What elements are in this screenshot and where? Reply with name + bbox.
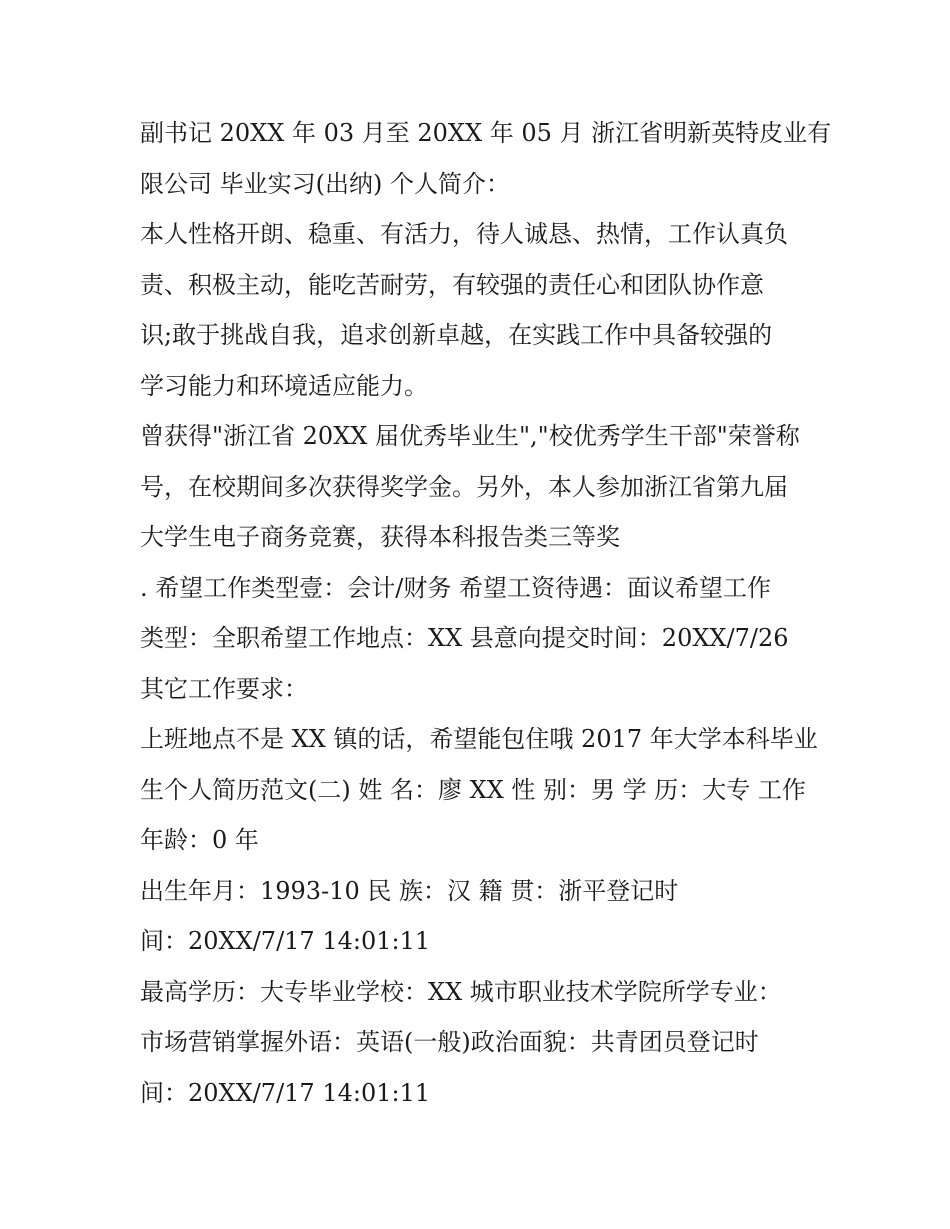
text-line-8: 号，在校期间多次获得奖学金。另外，本人参加浙江省第九届 [140, 472, 788, 501]
text-line-13: 上班地点不是 XX 镇的话，希望能包住哦 2017 年大学本科毕业 [140, 725, 818, 753]
text-line-1: 副书记 20XX 年 03 月至 20XX 年 05 月 浙江省明新英特皮业有 [140, 119, 832, 147]
text-line-11: 类型：全职希望工作地点：XX 县意向提交时间：20XX/7/26 [140, 624, 789, 652]
text-line-15: 年龄：0 年 [140, 826, 259, 854]
text-line-12: 其它工作要求： [140, 674, 308, 703]
text-line-19: 市场营销掌握外语：英语(一般)政治面貌：共青团员登记时 [140, 1028, 759, 1056]
text-line-2: 限公司 毕业实习(出纳) 个人简介： [140, 169, 510, 198]
text-line-14: 生个人简历范文(二) 姓 名：廖 XX 性 别：男 学 历：大专 工作 [140, 775, 806, 804]
text-line-3: 本人性格开朗、稳重、有活力，待人诚恳、热情，工作认真负 [140, 220, 788, 248]
text-line-5: 识;敢于挑战自我，追求创新卓越，在实践工作中具备较强的 [140, 321, 773, 349]
text-line-16: 出生年月：1993-10 民 族：汉 籍 贯：浙平登记时 [140, 876, 679, 905]
text-line-7: 曾获得"浙江省 20XX 届优秀毕业生","校优秀学生干部"荣誉称 [140, 422, 800, 450]
text-line-10: . 希望工作类型壹：会计/财务 希望工资待遇：面议希望工作 [140, 573, 771, 602]
text-line-18: 最高学历：大专毕业学校：XX 城市职业技术学院所学专业： [140, 977, 782, 1006]
text-line-4: 责、积极主动，能吃苦耐劳，有较强的责任心和团队协作意 [140, 270, 764, 299]
text-line-6: 学习能力和环境适应能力。 [140, 371, 428, 400]
text-line-17: 间：20XX/7/17 14:01:11 [140, 927, 431, 955]
text-line-20: 间：20XX/7/17 14:01:11 [140, 1078, 431, 1107]
text-line-9: 大学生电子商务竞赛，获得本科报告类三等奖 [140, 523, 620, 551]
document-body-text [140, 108, 832, 1118]
